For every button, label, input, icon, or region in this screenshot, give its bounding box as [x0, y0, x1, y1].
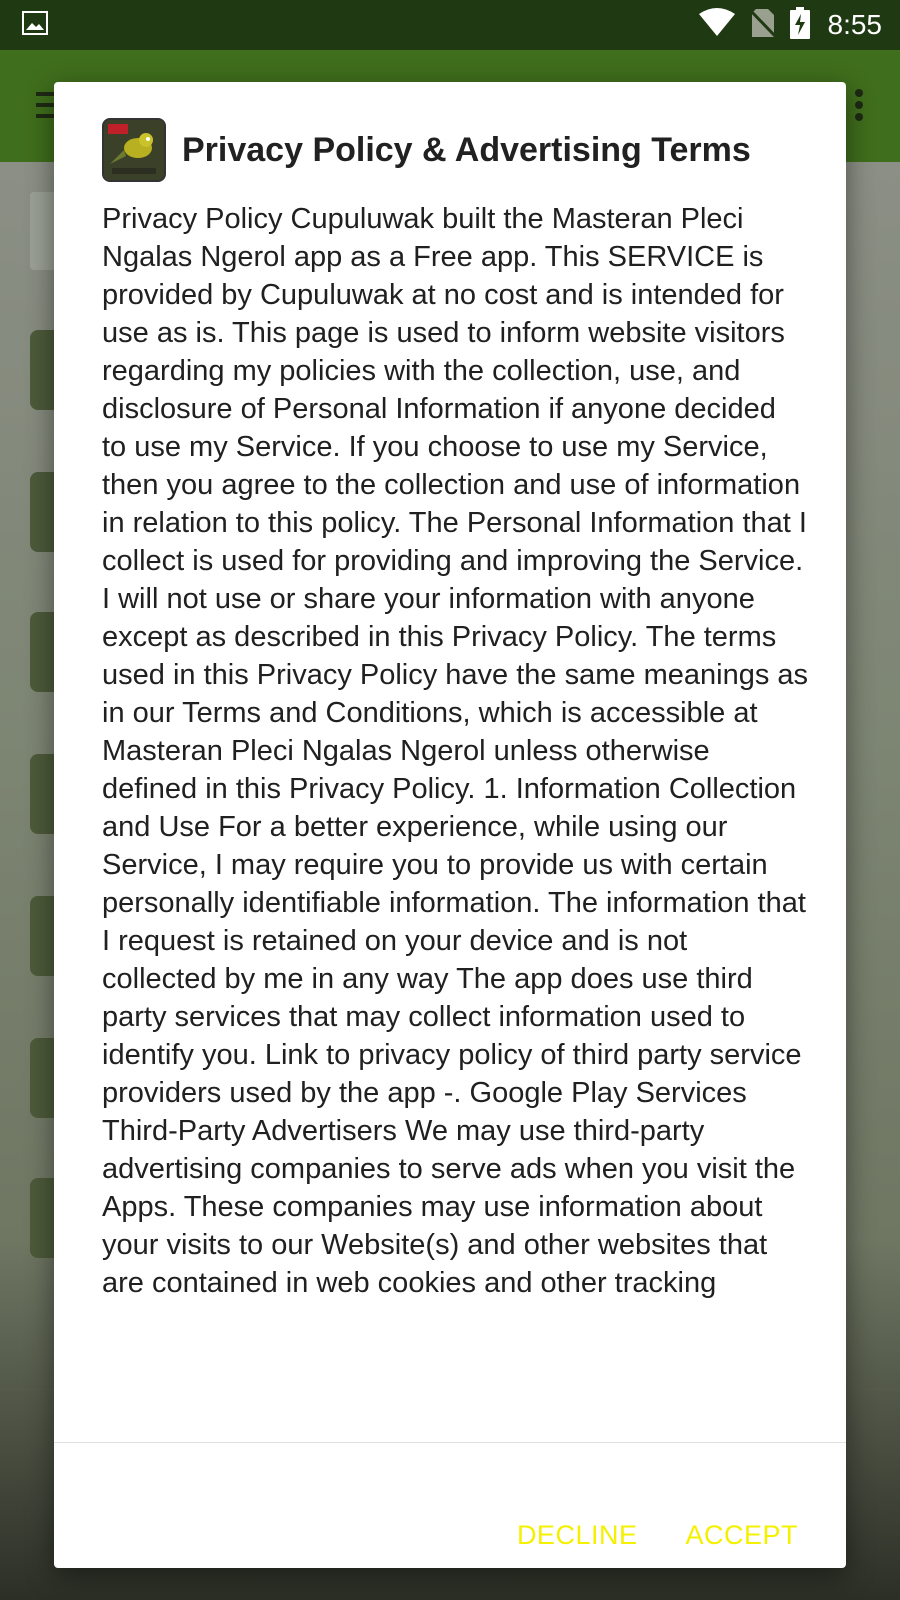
- dialog-title: Privacy Policy & Advertising Terms: [182, 130, 751, 169]
- wifi-icon: [698, 8, 736, 43]
- dialog-scroll-area[interactable]: [102, 200, 808, 1524]
- actions-divider: [54, 1442, 846, 1443]
- status-time: 8:55: [827, 9, 882, 40]
- privacy-policy-text: Privacy Policy Cupuluwak built the Masteran Pleci Ngalas Ngerol app as a Free app. This SERVICE is provided by Cupuluwak at no cost and is intended for use as is. This page is used to inform website visitors regarding my policies with the collection, use, and disclosure of Personal Information if anyone decided to use my Service. If you choose to use my Service, then you agree to the collection and use of information in relation to this policy. The Personal Information that I collect is used for providing and improving the Service. I will not use or share your information with anyone except as described in this Privacy Policy. The terms used in this Privacy Policy have the same meanings as in our Terms and Conditions, which is accessible at Masteran Pleci Ngalas Ngerol unless otherwise defined in this Privacy Policy. 1. Information Collection and Use For a better experience, while using our Service, I may require you to provide us with certain personally identifiable information. The information that I request is retained on your device and is not collected by me in any way The app does use third party services that may collect information used to identify you. Link to privacy policy of third party service providers used by the app -. Google Play Services Third-Party Advertisers We may use third-party advertising companies to serve ads when you visit the Apps. These companies may use information about your visits to our Website(s) and other websites that are contained in web cookies and other tracking: [102, 203, 808, 1299]
- app-logo-icon: [102, 118, 166, 182]
- dialog-actions: [517, 1510, 798, 1560]
- no-sim-icon: [750, 8, 776, 43]
- status-bar: [0, 0, 900, 50]
- privacy-dialog: [54, 82, 846, 1568]
- overflow-menu-icon[interactable]: [854, 88, 864, 127]
- image-icon: [22, 11, 48, 40]
- battery-charging-icon: [790, 7, 810, 44]
- accept-button[interactable]: ACCEPT: [685, 1519, 798, 1550]
- decline-button[interactable]: DECLINE: [516, 1519, 638, 1550]
- dialog-header: [102, 118, 806, 182]
